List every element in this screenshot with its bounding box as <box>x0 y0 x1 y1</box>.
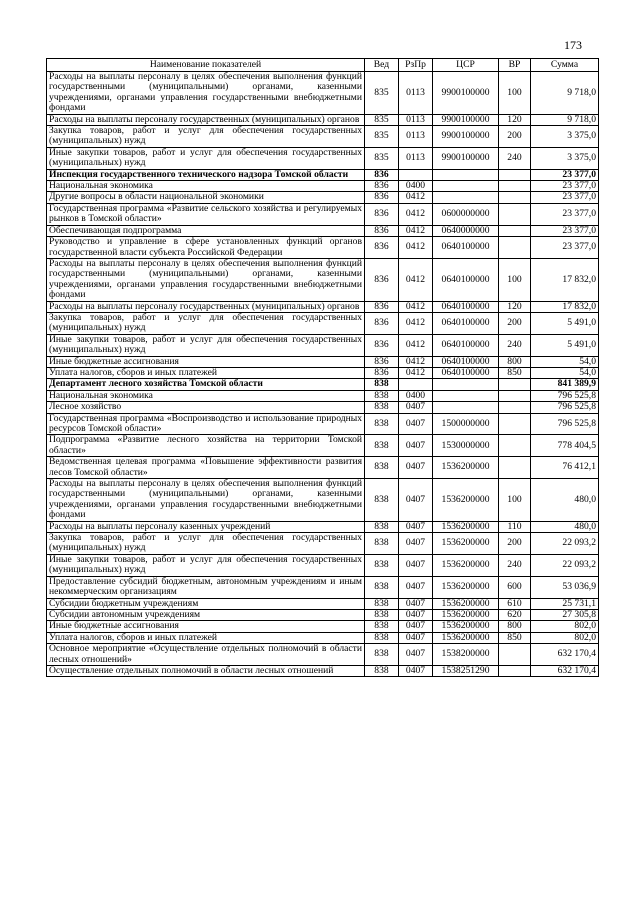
cell-rzpr: 0412 <box>399 367 433 378</box>
table-row <box>47 598 599 609</box>
cell-vr: 200 <box>499 126 531 148</box>
cell-vr: 120 <box>499 114 531 125</box>
cell-vr: 110 <box>499 521 531 532</box>
header-csr: ЦСР <box>433 59 499 72</box>
table-row <box>47 390 599 401</box>
cell-name: Обеспечивающая подпрограмма <box>47 225 365 236</box>
cell-name: Подпрограмма «Развитие лесного хозяйства на территории Томской области» <box>47 435 365 457</box>
cell-rzpr: 0407 <box>399 402 433 413</box>
cell-sum: 802,0 <box>531 632 599 643</box>
cell-ved: 838 <box>365 413 399 435</box>
cell-ved: 835 <box>365 126 399 148</box>
cell-csr: 1536200000 <box>433 554 499 576</box>
cell-rzpr: 0407 <box>399 521 433 532</box>
cell-name: Руководство и управление в сфере установленных функций органов государственной власти субъекта Российской Федерации <box>47 237 365 259</box>
cell-sum: 54,0 <box>531 356 599 367</box>
cell-rzpr: 0412 <box>399 312 433 334</box>
table-row <box>47 147 599 169</box>
cell-csr: 1538200000 <box>433 644 499 666</box>
cell-sum: 25 731,1 <box>531 598 599 609</box>
cell-sum: 802,0 <box>531 621 599 632</box>
table-row <box>47 334 599 356</box>
cell-ved: 838 <box>365 621 399 632</box>
cell-vr: 620 <box>499 609 531 620</box>
cell-rzpr: 0407 <box>399 576 433 598</box>
cell-ved: 835 <box>365 147 399 169</box>
cell-vr: 850 <box>499 632 531 643</box>
cell-sum: 17 832,0 <box>531 258 599 301</box>
table-row <box>47 479 599 522</box>
cell-name: Ведомственная целевая программа «Повышение эффективности развития лесов Томской области» <box>47 457 365 479</box>
cell-ved: 838 <box>365 435 399 457</box>
cell-csr: 0600000000 <box>433 203 499 225</box>
cell-sum: 5 491,0 <box>531 312 599 334</box>
cell-vr <box>499 181 531 192</box>
table-row <box>47 554 599 576</box>
table-row <box>47 367 599 378</box>
table-row <box>47 356 599 367</box>
table-row <box>47 609 599 620</box>
cell-rzpr: 0407 <box>399 598 433 609</box>
cell-name: Основное мероприятие «Осуществление отдельных полномочий в области лесных отношений» <box>47 644 365 666</box>
cell-vr <box>499 192 531 203</box>
table-row <box>47 665 599 676</box>
cell-name: Субсидии автономным учреждениям <box>47 609 365 620</box>
cell-csr: 1530000000 <box>433 435 499 457</box>
cell-name: Расходы на выплаты персоналу государственных (муниципальных) органов <box>47 301 365 312</box>
cell-csr: 0640100000 <box>433 237 499 259</box>
cell-sum: 9 718,0 <box>531 72 599 115</box>
cell-ved: 838 <box>365 632 399 643</box>
cell-ved: 836 <box>365 367 399 378</box>
cell-csr: 9900100000 <box>433 126 499 148</box>
cell-vr <box>499 169 531 180</box>
header-rzpr: РзПр <box>399 59 433 72</box>
cell-sum: 841 389,9 <box>531 379 599 390</box>
cell-sum: 796 525,8 <box>531 402 599 413</box>
cell-rzpr: 0407 <box>399 554 433 576</box>
cell-csr <box>433 402 499 413</box>
cell-sum: 778 404,5 <box>531 435 599 457</box>
cell-vr <box>499 379 531 390</box>
cell-sum: 23 377,0 <box>531 225 599 236</box>
page-number: 173 <box>564 38 582 52</box>
cell-rzpr: 0113 <box>399 126 433 148</box>
table-row <box>47 632 599 643</box>
cell-csr: 1538251290 <box>433 665 499 676</box>
cell-name: Уплата налогов, сборов и иных платежей <box>47 632 365 643</box>
budget-table <box>46 58 599 677</box>
table-row <box>47 237 599 259</box>
cell-vr <box>499 457 531 479</box>
cell-sum: 23 377,0 <box>531 192 599 203</box>
cell-csr <box>433 379 499 390</box>
cell-csr: 1500000000 <box>433 413 499 435</box>
cell-ved: 836 <box>365 312 399 334</box>
table-row <box>47 192 599 203</box>
cell-rzpr: 0113 <box>399 72 433 115</box>
table-row <box>47 258 599 301</box>
cell-vr: 240 <box>499 334 531 356</box>
cell-vr: 800 <box>499 621 531 632</box>
cell-sum: 23 377,0 <box>531 237 599 259</box>
cell-sum: 632 170,4 <box>531 644 599 666</box>
cell-sum: 796 525,8 <box>531 413 599 435</box>
table-row <box>47 413 599 435</box>
cell-csr: 1536200000 <box>433 609 499 620</box>
table-row <box>47 621 599 632</box>
cell-ved: 835 <box>365 72 399 115</box>
cell-sum: 76 412,1 <box>531 457 599 479</box>
cell-vr: 200 <box>499 533 531 555</box>
cell-vr <box>499 435 531 457</box>
table-row <box>47 457 599 479</box>
cell-ved: 838 <box>365 665 399 676</box>
cell-ved: 835 <box>365 114 399 125</box>
cell-name: Иные закупки товаров, работ и услуг для обеспечения государственных (муниципальных) нужд <box>47 554 365 576</box>
cell-name: Иные закупки товаров, работ и услуг для обеспечения государственных (муниципальных) нужд <box>47 334 365 356</box>
cell-ved: 836 <box>365 258 399 301</box>
cell-rzpr: 0412 <box>399 203 433 225</box>
cell-name: Закупка товаров, работ и услуг для обеспечения государственных (муниципальных) нужд <box>47 312 365 334</box>
cell-ved: 836 <box>365 334 399 356</box>
cell-vr: 100 <box>499 258 531 301</box>
cell-ved: 836 <box>365 356 399 367</box>
cell-ved: 836 <box>365 301 399 312</box>
cell-rzpr: 0412 <box>399 237 433 259</box>
table-row <box>47 181 599 192</box>
cell-name: Закупка товаров, работ и услуг для обеспечения государственных (муниципальных) нужд <box>47 126 365 148</box>
cell-vr: 100 <box>499 479 531 522</box>
cell-name: Национальная экономика <box>47 390 365 401</box>
cell-name: Другие вопросы в области национальной экономики <box>47 192 365 203</box>
cell-rzpr: 0113 <box>399 114 433 125</box>
header-ved: Вед <box>365 59 399 72</box>
cell-sum: 9 718,0 <box>531 114 599 125</box>
cell-name: Национальная экономика <box>47 181 365 192</box>
table-row <box>47 126 599 148</box>
cell-rzpr: 0407 <box>399 479 433 522</box>
cell-name: Государственная программа «Развитие сельского хозяйства и регулируемых рынков в Томской области» <box>47 203 365 225</box>
cell-vr: 100 <box>499 72 531 115</box>
cell-vr: 120 <box>499 301 531 312</box>
cell-rzpr <box>399 169 433 180</box>
table-row <box>47 521 599 532</box>
cell-vr: 610 <box>499 598 531 609</box>
table-row <box>47 72 599 115</box>
table-row <box>47 312 599 334</box>
cell-vr <box>499 644 531 666</box>
cell-vr: 800 <box>499 356 531 367</box>
cell-csr <box>433 390 499 401</box>
cell-ved: 838 <box>365 390 399 401</box>
table-row <box>47 203 599 225</box>
cell-ved: 838 <box>365 479 399 522</box>
cell-csr: 0640100000 <box>433 356 499 367</box>
cell-ved: 838 <box>365 576 399 598</box>
cell-name: Расходы на выплаты персоналу в целях обеспечения выполнения функций государственными (муниципальными) органами, казенными учреждениями, органами управления государственными внебюджетными фондами <box>47 479 365 522</box>
cell-name: Субсидии бюджетным учреждениям <box>47 598 365 609</box>
cell-sum: 5 491,0 <box>531 334 599 356</box>
cell-vr <box>499 390 531 401</box>
cell-name: Осуществление отдельных полномочий в области лесных отношений <box>47 665 365 676</box>
cell-ved: 838 <box>365 644 399 666</box>
cell-ved: 838 <box>365 402 399 413</box>
cell-rzpr: 0412 <box>399 192 433 203</box>
cell-vr <box>499 203 531 225</box>
cell-csr <box>433 181 499 192</box>
cell-csr: 1536200000 <box>433 598 499 609</box>
cell-ved: 838 <box>365 598 399 609</box>
cell-name: Уплата налогов, сборов и иных платежей <box>47 367 365 378</box>
cell-sum: 3 375,0 <box>531 126 599 148</box>
cell-name: Закупка товаров, работ и услуг для обеспечения государственных (муниципальных) нужд <box>47 533 365 555</box>
cell-sum: 632 170,4 <box>531 665 599 676</box>
cell-ved: 838 <box>365 521 399 532</box>
cell-rzpr: 0400 <box>399 390 433 401</box>
cell-sum: 22 093,2 <box>531 533 599 555</box>
cell-name: Расходы на выплаты персоналу в целях обеспечения выполнения функций государственными (муниципальными) органами, казенными учреждениями, органами управления государственными внебюджетными фондами <box>47 72 365 115</box>
cell-ved: 838 <box>365 609 399 620</box>
cell-rzpr <box>399 379 433 390</box>
cell-csr: 1536200000 <box>433 521 499 532</box>
cell-csr: 0640100000 <box>433 312 499 334</box>
table-row <box>47 169 599 180</box>
cell-ved: 838 <box>365 379 399 390</box>
cell-name: Лесное хозяйство <box>47 402 365 413</box>
cell-rzpr: 0412 <box>399 334 433 356</box>
table-row <box>47 533 599 555</box>
cell-ved: 836 <box>365 181 399 192</box>
cell-sum: 22 093,2 <box>531 554 599 576</box>
header-sum: Сумма <box>531 59 599 72</box>
cell-sum: 23 377,0 <box>531 181 599 192</box>
cell-ved: 836 <box>365 169 399 180</box>
cell-sum: 53 036,9 <box>531 576 599 598</box>
cell-name: Расходы на выплаты персоналу государственных (муниципальных) органов <box>47 114 365 125</box>
cell-csr: 1536200000 <box>433 533 499 555</box>
cell-rzpr: 0400 <box>399 181 433 192</box>
cell-rzpr: 0407 <box>399 665 433 676</box>
cell-csr: 0640100000 <box>433 301 499 312</box>
table-row <box>47 644 599 666</box>
cell-name: Иные бюджетные ассигнования <box>47 356 365 367</box>
cell-csr: 0640100000 <box>433 367 499 378</box>
cell-csr: 1536200000 <box>433 457 499 479</box>
cell-vr <box>499 665 531 676</box>
cell-vr: 850 <box>499 367 531 378</box>
cell-vr: 240 <box>499 554 531 576</box>
cell-ved: 838 <box>365 457 399 479</box>
cell-csr: 0640100000 <box>433 258 499 301</box>
header-name: Наименование показателей <box>47 59 365 72</box>
cell-csr: 9900100000 <box>433 147 499 169</box>
table-row <box>47 435 599 457</box>
cell-csr: 1536200000 <box>433 621 499 632</box>
cell-sum: 23 377,0 <box>531 203 599 225</box>
table-body <box>47 72 599 677</box>
table-row <box>47 114 599 125</box>
cell-sum: 3 375,0 <box>531 147 599 169</box>
cell-rzpr: 0407 <box>399 435 433 457</box>
cell-sum: 480,0 <box>531 479 599 522</box>
cell-sum: 27 305,8 <box>531 609 599 620</box>
cell-rzpr: 0407 <box>399 413 433 435</box>
table-row <box>47 576 599 598</box>
cell-rzpr: 0407 <box>399 632 433 643</box>
table-row <box>47 225 599 236</box>
cell-vr: 240 <box>499 147 531 169</box>
cell-name: Государственная программа «Воспроизводство и использование природных ресурсов Томской области» <box>47 413 365 435</box>
cell-csr: 1536200000 <box>433 576 499 598</box>
cell-rzpr: 0407 <box>399 457 433 479</box>
cell-ved: 838 <box>365 554 399 576</box>
cell-rzpr: 0412 <box>399 258 433 301</box>
cell-vr <box>499 413 531 435</box>
cell-name: Расходы на выплаты персоналу казенных учреждений <box>47 521 365 532</box>
cell-rzpr: 0407 <box>399 609 433 620</box>
cell-csr: 0640000000 <box>433 225 499 236</box>
table-row <box>47 301 599 312</box>
cell-name: Иные закупки товаров, работ и услуг для обеспечения государственных (муниципальных) нужд <box>47 147 365 169</box>
cell-name: Департамент лесного хозяйства Томской области <box>47 379 365 390</box>
cell-name: Иные бюджетные ассигнования <box>47 621 365 632</box>
cell-sum: 480,0 <box>531 521 599 532</box>
table-row <box>47 379 599 390</box>
cell-sum: 23 377,0 <box>531 169 599 180</box>
cell-rzpr: 0412 <box>399 356 433 367</box>
cell-vr: 600 <box>499 576 531 598</box>
cell-sum: 54,0 <box>531 367 599 378</box>
cell-name: Предоставление субсидий бюджетным, автономным учреждениям и иным некоммерческим организациям <box>47 576 365 598</box>
cell-sum: 796 525,8 <box>531 390 599 401</box>
cell-name: Инспекция государственного технического надзора Томской области <box>47 169 365 180</box>
cell-vr: 200 <box>499 312 531 334</box>
cell-csr: 1536200000 <box>433 632 499 643</box>
cell-csr: 1536200000 <box>433 479 499 522</box>
cell-ved: 836 <box>365 192 399 203</box>
table-row <box>47 402 599 413</box>
cell-csr <box>433 169 499 180</box>
cell-rzpr: 0407 <box>399 644 433 666</box>
cell-vr <box>499 402 531 413</box>
header-vr: ВР <box>499 59 531 72</box>
cell-csr <box>433 192 499 203</box>
table-header-row <box>47 59 599 72</box>
cell-name: Расходы на выплаты персоналу в целях обеспечения выполнения функций государственными (муниципальными) органами, казенными учреждениями, органами управления государственными внебюджетными фондами <box>47 258 365 301</box>
cell-ved: 836 <box>365 203 399 225</box>
cell-rzpr: 0407 <box>399 621 433 632</box>
cell-csr: 0640100000 <box>433 334 499 356</box>
cell-csr: 9900100000 <box>433 72 499 115</box>
cell-ved: 836 <box>365 237 399 259</box>
cell-vr <box>499 237 531 259</box>
cell-rzpr: 0412 <box>399 301 433 312</box>
cell-ved: 838 <box>365 533 399 555</box>
cell-sum: 17 832,0 <box>531 301 599 312</box>
cell-vr <box>499 225 531 236</box>
cell-rzpr: 0407 <box>399 533 433 555</box>
cell-rzpr: 0412 <box>399 225 433 236</box>
cell-csr: 9900100000 <box>433 114 499 125</box>
cell-rzpr: 0113 <box>399 147 433 169</box>
cell-ved: 836 <box>365 225 399 236</box>
